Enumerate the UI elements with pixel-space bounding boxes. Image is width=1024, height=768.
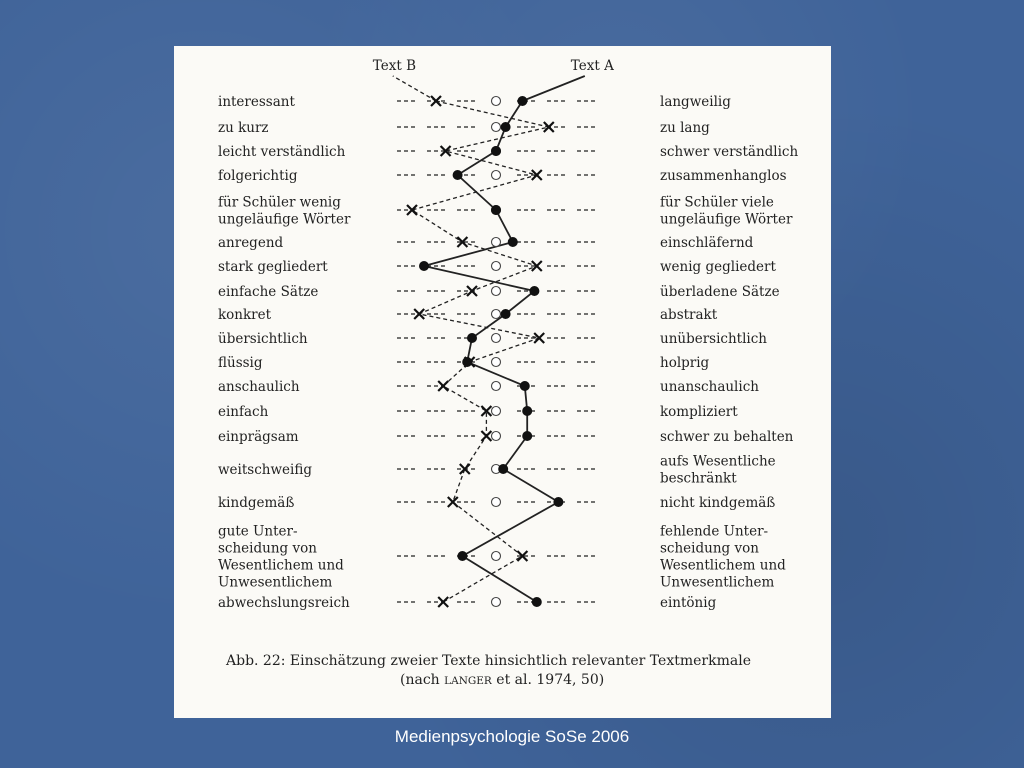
right-label: für Schüler viele [660,194,774,211]
center-circle [492,262,501,271]
right-label: holprig [660,355,710,371]
left-label: für Schüler wenig [218,194,341,211]
text-a-dot [491,205,501,215]
center-circle [492,498,501,507]
right-label: unanschaulich [660,379,759,395]
text-b-cross [481,431,491,441]
text-b-cross [544,122,554,132]
right-label: schwer zu behalten [660,429,794,445]
left-label: leicht verständlich [218,144,346,160]
left-label: zu kurz [218,120,269,136]
right-label: abstrakt [660,307,718,323]
center-circle [492,407,501,416]
semantic-differential-chart [174,46,831,718]
right-label: überladene Sätze [660,284,780,300]
left-label: einprägsam [218,429,299,445]
text-a-dot [522,406,532,416]
right-label: wenig gegliedert [660,259,776,275]
source-suffix: et al. 1974, 50) [491,672,605,688]
center-circle [492,598,501,607]
text-a-dot [520,381,530,391]
right-label: zusammenhanglos [660,168,787,184]
text-b-line [412,101,549,602]
center-circle [492,238,501,247]
center-circle [492,358,501,367]
slide-footer: Medienpsychologie SoSe 2006 [394,727,630,746]
source-author: LANGER [444,675,492,687]
text-a-dot [529,286,539,296]
left-label: stark gegliedert [218,259,328,275]
right-label: kompliziert [660,404,738,420]
text-a-dot [508,237,518,247]
left-label: flüssig [218,355,263,371]
text-a-dot [501,122,511,132]
center-circle [492,287,501,296]
series-leader [393,76,436,101]
caption-source [400,672,604,688]
profile-markers [407,96,563,607]
figure-caption [225,653,751,688]
text-b-cross [438,597,448,607]
left-label: konkret [218,307,272,323]
center-circle [492,123,501,132]
left-label: einfache Sätze [218,284,319,300]
center-circle [492,171,501,180]
text-b-cross [431,96,441,106]
center-circle [492,97,501,106]
right-label: schwer verständlich [660,144,799,160]
left-label: ungeläufige Wörter [218,211,351,228]
right-label: fehlende Unter- [660,523,769,540]
left-label: abwechslungsreich [218,595,350,611]
text-b-cross [448,497,458,507]
source-prefix: (nach [400,672,445,688]
left-adjectives [218,94,351,611]
left-label: gute Unter- [218,523,298,540]
text-b-cross [534,333,544,343]
right-label: beschränkt [660,470,737,487]
series-leader [522,76,584,101]
text-b-cross [467,286,477,296]
text-b-cross [460,464,470,474]
series-labels [373,58,614,74]
left-label: anschaulich [218,379,300,395]
right-label: ungeläufige Wörter [660,211,793,228]
scanned-figure [174,46,831,718]
right-label: einschläfernd [660,235,754,251]
left-label: Unwesentlichem [218,574,333,591]
text-b-label: Text B [372,58,417,74]
profile-lines [393,76,585,602]
right-label: scheidung von [660,540,759,557]
text-b-cross [407,205,417,215]
right-label: zu lang [660,120,710,136]
center-circle [492,310,501,319]
text-a-dot [419,261,429,271]
right-label: Unwesentlichem [660,574,775,591]
center-circle [492,552,501,561]
left-label: übersichtlich [218,331,308,347]
right-label: langweilig [660,94,731,110]
text-a-dot [491,146,501,156]
text-b-cross [438,381,448,391]
text-a-dot [498,464,508,474]
left-label: folgerichtig [218,168,298,184]
center-circle [492,334,501,343]
center-circle [492,382,501,391]
right-label: unübersichtlich [660,331,767,347]
right-adjectives [660,94,798,611]
text-b-cross [414,309,424,319]
left-label: scheidung von [218,540,317,557]
text-a-dot [517,96,527,106]
right-label: eintönig [660,595,717,611]
text-a-dot [522,431,532,441]
text-a-dot [453,170,463,180]
text-a-dot [532,597,542,607]
text-a-dot [467,333,477,343]
caption-title: Abb. 22: Einschätzung zweier Texte hinsichtlich relevanter Textmerkmale [226,653,751,669]
left-label: kindgemäß [218,495,295,511]
text-a-dot [553,497,563,507]
left-label: weitschweifig [218,462,312,478]
left-label: anregend [218,235,284,251]
text-a-dot [501,309,511,319]
left-label: Wesentlichem und [218,557,344,574]
right-label: nicht kindgemäß [660,495,776,511]
text-a-dot [457,551,467,561]
left-label: interessant [218,94,295,110]
right-label: Wesentlichem und [660,557,786,574]
left-label: einfach [218,404,269,420]
text-a-label: Text A [570,58,614,74]
center-circle [492,432,501,441]
right-label: aufs Wesentliche [660,453,776,470]
